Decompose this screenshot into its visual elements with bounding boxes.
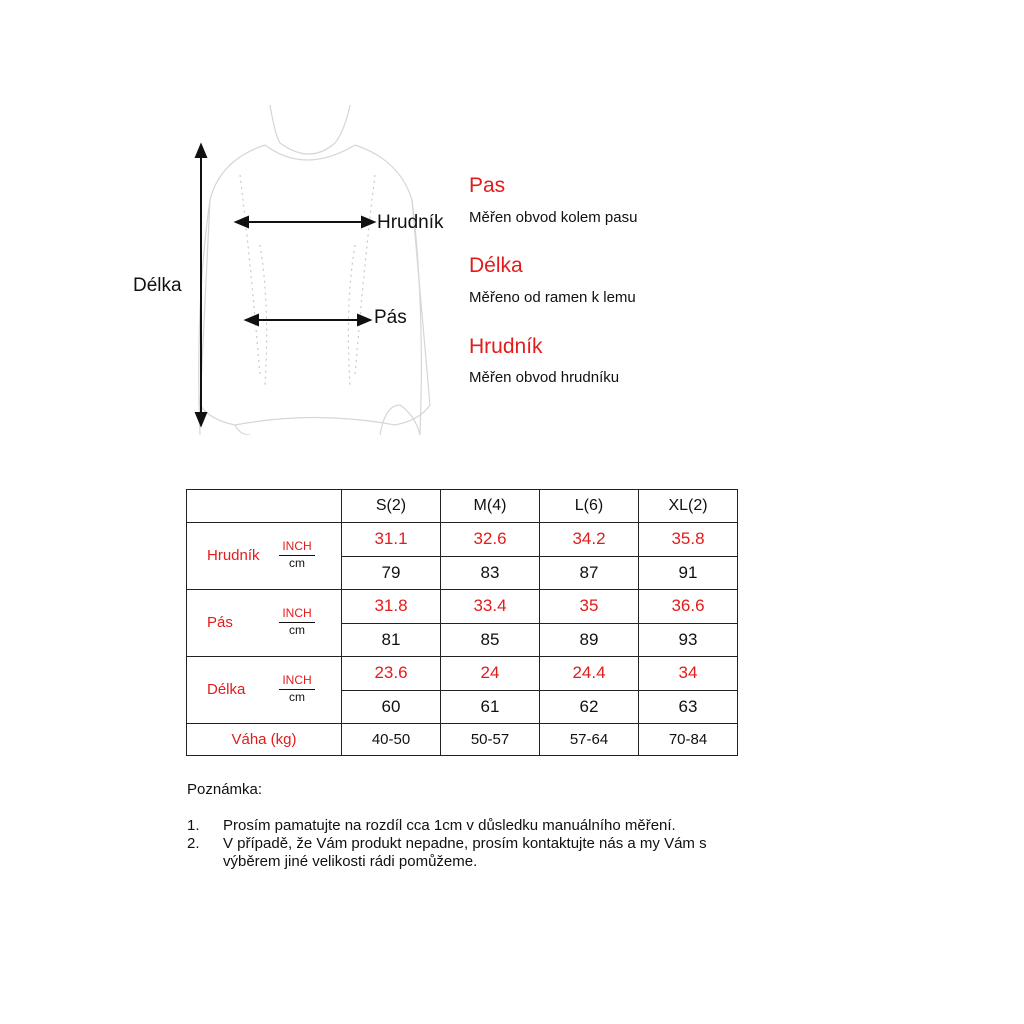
legend-desc-delka: Měřeno od ramen k lemu — [469, 289, 636, 306]
size-header: S(2) — [342, 490, 441, 523]
inch-value: 24.4 — [540, 657, 639, 691]
legend-title-delka: Délka — [469, 254, 523, 277]
label-delka: Délka — [133, 275, 182, 296]
table-row — [187, 523, 738, 557]
unit-inch: INCH — [279, 606, 315, 623]
cm-value: 83 — [441, 556, 540, 590]
row-label: Pás — [207, 614, 233, 631]
note-number: 2. — [187, 835, 200, 852]
table-corner — [187, 490, 342, 523]
cm-value: 79 — [342, 556, 441, 590]
cm-value: 61 — [441, 690, 540, 724]
inch-value: 33.4 — [441, 590, 540, 624]
row-label-cell — [187, 590, 342, 657]
weight-value: 70-84 — [639, 724, 738, 756]
size-header: XL(2) — [639, 490, 738, 523]
note-item — [187, 835, 733, 871]
weight-value: 50-57 — [441, 724, 540, 756]
note-text: Prosím pamatujte na rozdíl cca 1cm v důsledku manuálního měření. — [223, 817, 676, 834]
note-item — [187, 817, 743, 835]
inch-value: 32.6 — [441, 523, 540, 557]
cm-value: 85 — [441, 623, 540, 657]
table-row — [187, 657, 738, 691]
legend-title-hrudnik: Hrudník — [469, 335, 543, 358]
unit-cm: cm — [289, 690, 305, 704]
inch-value: 34 — [639, 657, 738, 691]
cm-value: 91 — [639, 556, 738, 590]
legend-title-pas: Pas — [469, 174, 506, 197]
note-title: Poznámka: — [187, 781, 263, 798]
size-table — [186, 489, 738, 756]
shirt-sketch — [140, 105, 470, 435]
inch-value: 31.8 — [342, 590, 441, 624]
row-label: Délka — [207, 681, 246, 698]
inch-value: 35 — [540, 590, 639, 624]
inch-value: 23.6 — [342, 657, 441, 691]
cm-value: 87 — [540, 556, 639, 590]
inch-value: 34.2 — [540, 523, 639, 557]
unit-indicator — [279, 673, 315, 705]
unit-cm: cm — [289, 623, 305, 637]
cm-value: 63 — [639, 690, 738, 724]
note-text: V případě, že Vám produkt nepadne, prosím kontaktujte nás a my Vám s výběrem jiné velikosti rádi pomůžeme. — [223, 835, 707, 870]
weight-label: Váha (kg) — [187, 724, 342, 756]
unit-inch: INCH — [279, 539, 315, 556]
table-row — [187, 590, 738, 624]
legend-desc-pas: Měřen obvod kolem pasu — [469, 209, 638, 226]
label-hrudnik: Hrudník — [377, 212, 444, 233]
size-header: L(6) — [540, 490, 639, 523]
row-label-cell — [187, 657, 342, 724]
cm-value: 93 — [639, 623, 738, 657]
cm-value: 60 — [342, 690, 441, 724]
unit-inch: INCH — [279, 673, 315, 690]
row-label-cell — [187, 523, 342, 590]
cm-value: 89 — [540, 623, 639, 657]
inch-value: 35.8 — [639, 523, 738, 557]
legend-desc-hrudnik: Měřen obvod hrudníku — [469, 369, 620, 386]
inch-value: 24 — [441, 657, 540, 691]
unit-indicator — [279, 539, 315, 571]
size-header: M(4) — [441, 490, 540, 523]
table-header-row — [187, 490, 738, 523]
inch-value: 36.6 — [639, 590, 738, 624]
row-label: Hrudník — [207, 547, 260, 564]
weight-value: 40-50 — [342, 724, 441, 756]
inch-value: 31.1 — [342, 523, 441, 557]
unit-cm: cm — [289, 556, 305, 570]
cm-value: 81 — [342, 623, 441, 657]
cm-value: 62 — [540, 690, 639, 724]
weight-value: 57-64 — [540, 724, 639, 756]
table-row — [187, 724, 738, 756]
note-number: 1. — [187, 817, 200, 834]
label-pas: Pás — [374, 307, 407, 328]
unit-indicator — [279, 606, 315, 638]
